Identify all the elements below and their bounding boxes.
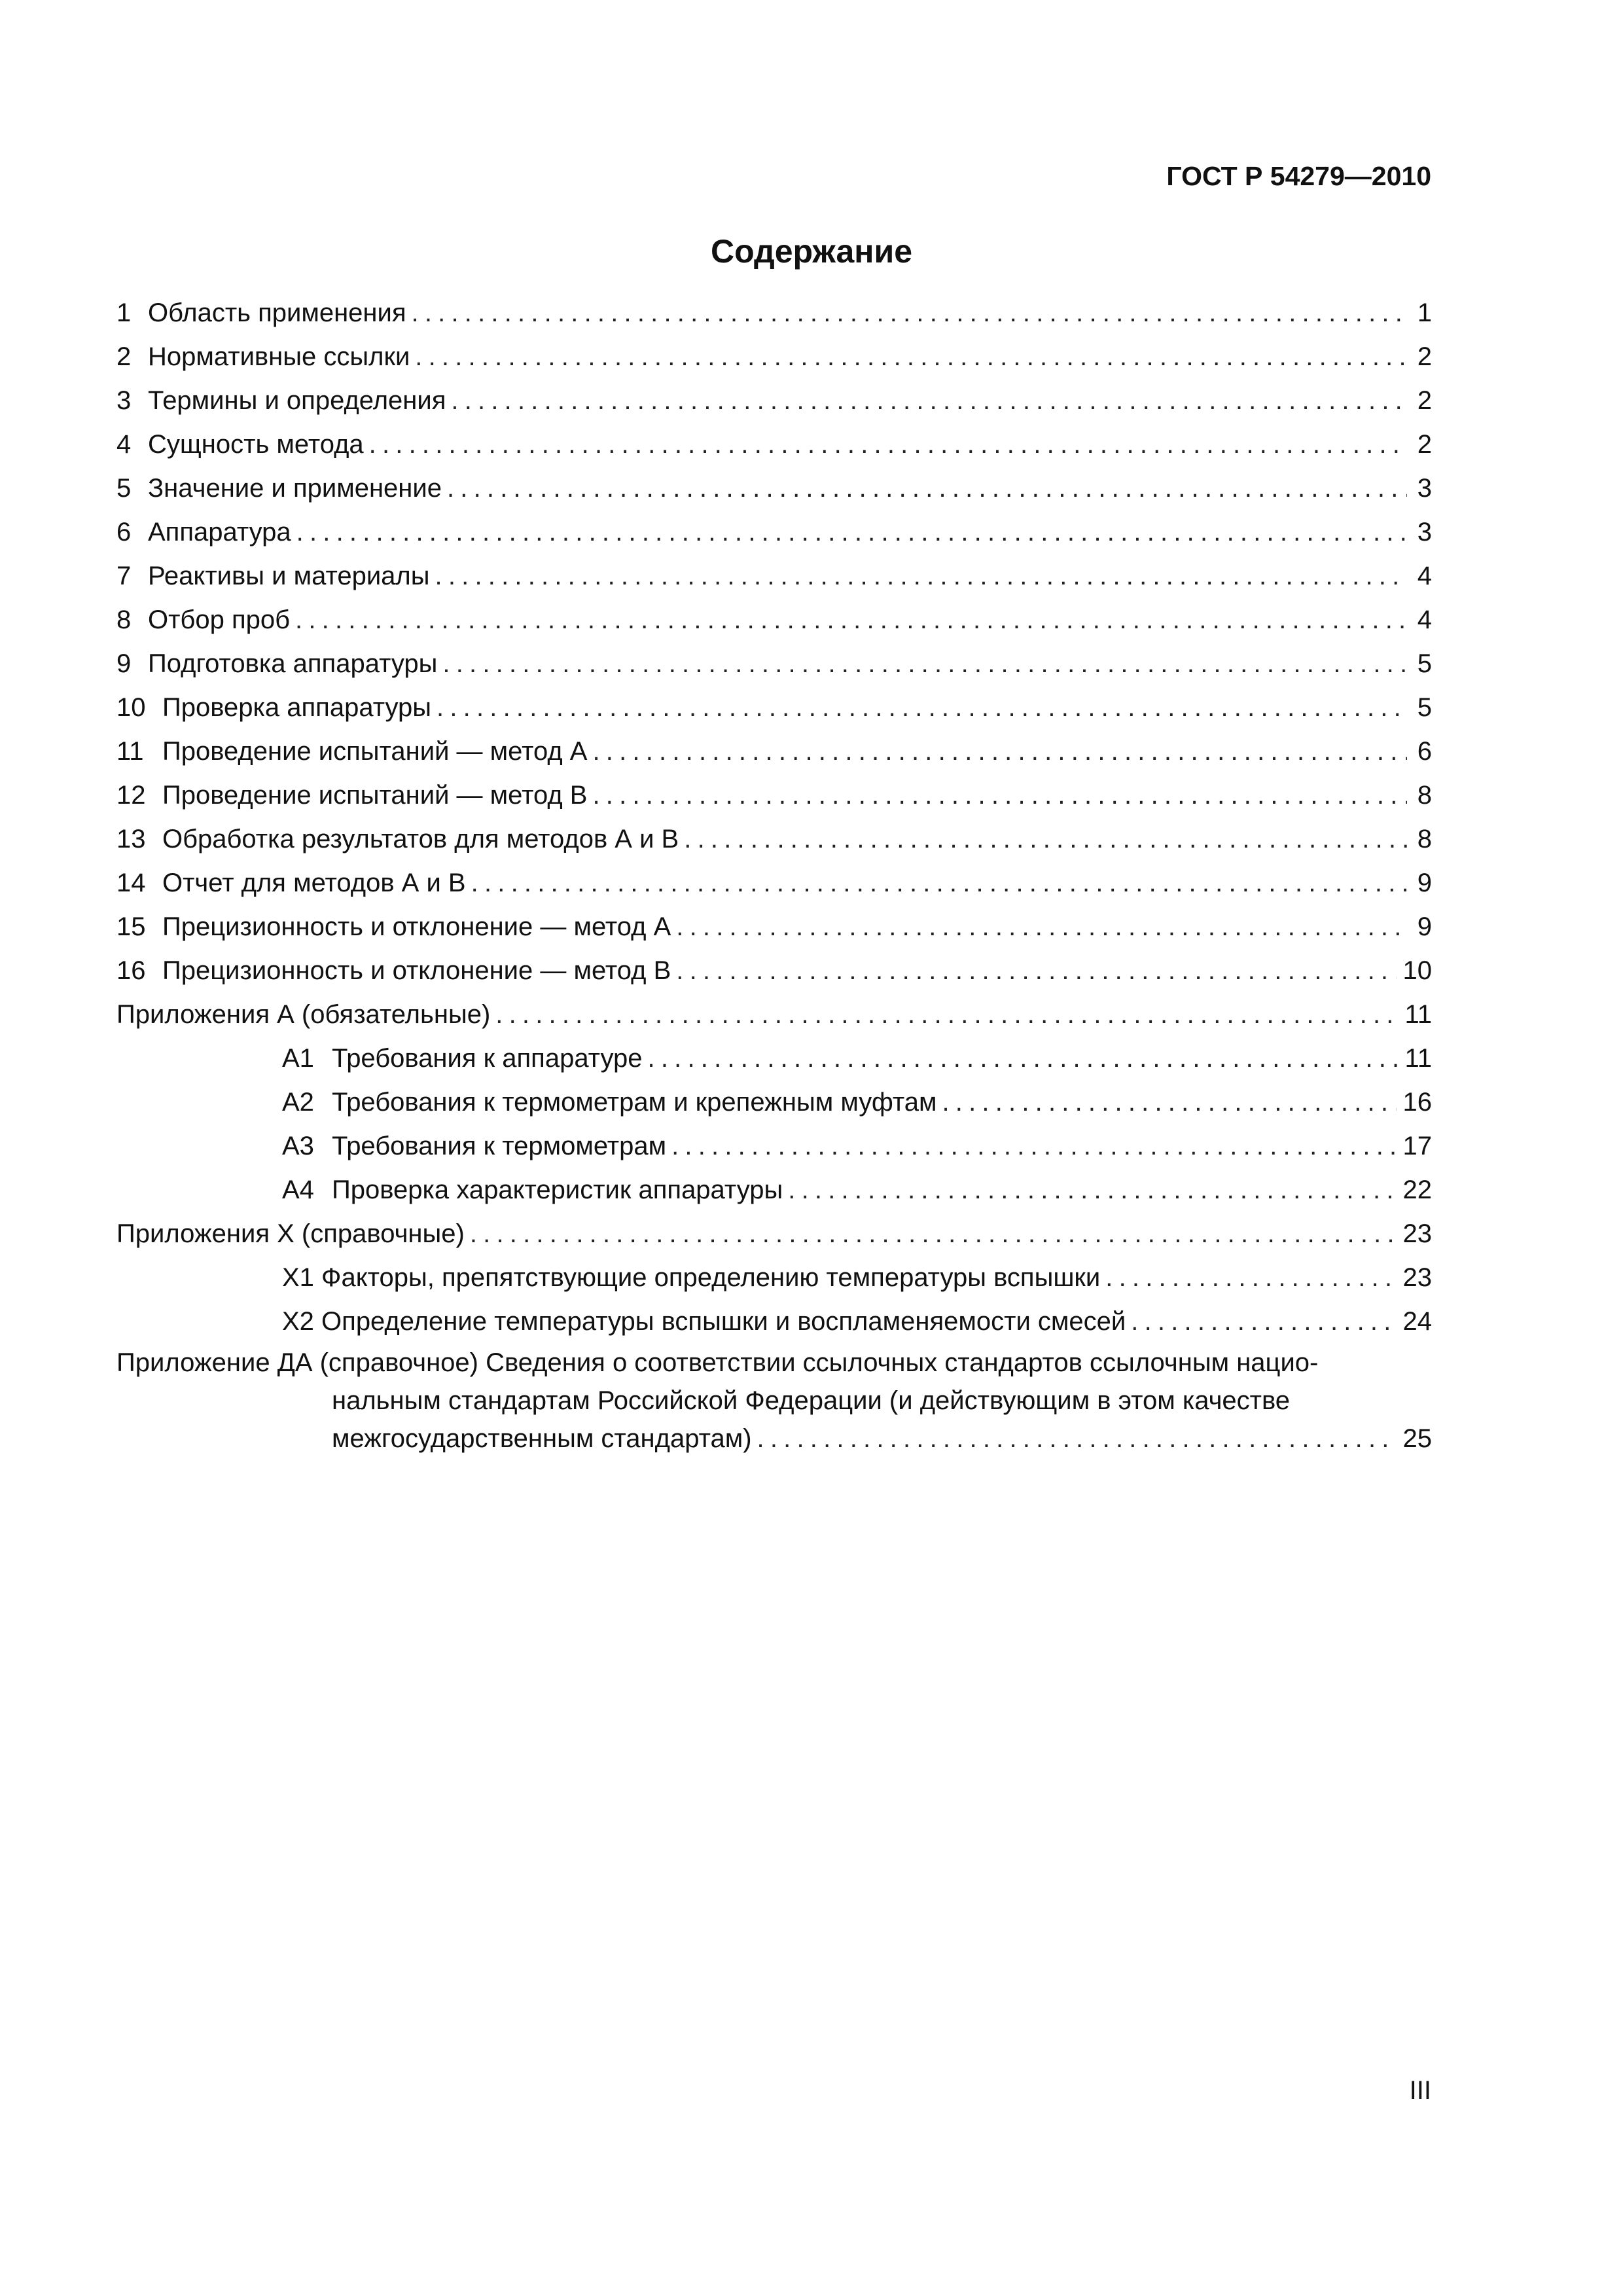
toc-item-page: 8 bbox=[1417, 781, 1432, 810]
toc-item-page: 11 bbox=[1404, 1044, 1432, 1073]
toc-item-page: 9 bbox=[1417, 912, 1432, 941]
toc-item-label: Термины и определения bbox=[148, 386, 446, 415]
toc-item-label: Отчет для методов А и В bbox=[162, 869, 466, 897]
toc-item-number: 5 bbox=[116, 474, 132, 503]
dot-leader bbox=[451, 379, 1407, 423]
toc-item-page: 17 bbox=[1402, 1132, 1432, 1160]
toc-appendix-label-end: межгосударственным стандартам) bbox=[332, 1424, 752, 1453]
toc-item-label: Проведение испытаний — метод В bbox=[162, 781, 588, 810]
toc-item[interactable] bbox=[116, 598, 1432, 642]
dot-leader bbox=[942, 1081, 1396, 1124]
toc-subitem[interactable] bbox=[116, 1300, 1432, 1344]
toc-item[interactable] bbox=[116, 774, 1432, 817]
dot-leader bbox=[788, 1168, 1396, 1212]
toc-item-page: 16 bbox=[1402, 1088, 1432, 1117]
toc-subitem[interactable] bbox=[116, 1081, 1432, 1124]
toc-item-page: 2 bbox=[1417, 386, 1432, 415]
toc-item[interactable] bbox=[116, 511, 1432, 554]
toc-item-number: А4 bbox=[282, 1175, 314, 1204]
toc-item-label: Нормативные ссылки bbox=[148, 342, 410, 371]
toc-appendix-label-continued: нальным стандартам Российской Федерации (и действующим в этом качестве bbox=[332, 1386, 1291, 1415]
toc-item-label: Проверка аппаратуры bbox=[162, 693, 432, 722]
toc-item-page: 22 bbox=[1402, 1175, 1432, 1204]
toc-item[interactable] bbox=[116, 861, 1432, 905]
toc-item-page: 5 bbox=[1417, 693, 1432, 722]
toc-item-number: 15 bbox=[116, 912, 146, 941]
toc-item-label: Прецизионность и отклонение — метод В bbox=[162, 956, 671, 985]
dot-leader bbox=[676, 905, 1407, 949]
toc-item-number: 4 bbox=[116, 430, 132, 459]
toc-item[interactable] bbox=[116, 686, 1432, 730]
dot-leader bbox=[676, 949, 1396, 993]
toc-item-page: 6 bbox=[1417, 737, 1432, 766]
dot-leader bbox=[757, 1420, 1397, 1458]
toc-item-label: Проведение испытаний — метод А bbox=[162, 737, 588, 766]
toc-item-page: 4 bbox=[1417, 605, 1432, 634]
table-of-contents bbox=[116, 291, 1432, 1458]
page-title: Содержание bbox=[710, 233, 913, 270]
toc-appendix-da[interactable] bbox=[116, 1344, 1432, 1458]
toc-item-page: 25 bbox=[1402, 1424, 1432, 1453]
page-number: III bbox=[1409, 2076, 1431, 2105]
toc-item-number: 14 bbox=[116, 869, 146, 897]
toc-item-number: 8 bbox=[116, 605, 132, 634]
dot-leader bbox=[1105, 1256, 1396, 1300]
toc-item-page: 2 bbox=[1417, 342, 1432, 371]
toc-item-number: 2 bbox=[116, 342, 132, 371]
toc-appendix-label: Приложения А (обязательные) bbox=[116, 1000, 491, 1029]
dot-leader bbox=[592, 774, 1407, 817]
dot-leader bbox=[435, 554, 1407, 598]
toc-item-label: Значение и применение bbox=[148, 474, 442, 503]
toc-item-page: 11 bbox=[1404, 1000, 1432, 1029]
dot-leader bbox=[648, 1037, 1399, 1081]
toc-item-number: 7 bbox=[116, 562, 132, 590]
toc-item-label: Требования к термометрам bbox=[332, 1132, 667, 1160]
toc-subitem[interactable] bbox=[116, 1124, 1432, 1168]
toc-item-number: 9 bbox=[116, 649, 132, 678]
toc-item-page: 3 bbox=[1417, 474, 1432, 503]
toc-item-label: Реактивы и материалы bbox=[148, 562, 430, 590]
toc-item[interactable] bbox=[116, 905, 1432, 949]
toc-subitem[interactable] bbox=[116, 1037, 1432, 1081]
toc-item-number: 10 bbox=[116, 693, 146, 722]
toc-item-page: 9 bbox=[1417, 869, 1432, 897]
dot-leader bbox=[369, 423, 1407, 467]
document-code: ГОСТ Р 54279—2010 bbox=[1166, 161, 1431, 191]
dot-leader bbox=[295, 598, 1407, 642]
toc-item-number: 16 bbox=[116, 956, 146, 985]
toc-item-number: 6 bbox=[116, 518, 132, 547]
toc-item-label: X1 Факторы, препятствующие определению температуры вспышки bbox=[282, 1263, 1101, 1292]
toc-appendix-last-line bbox=[116, 1420, 1432, 1458]
dot-leader bbox=[447, 467, 1407, 511]
toc-item[interactable] bbox=[116, 379, 1432, 423]
toc-item-number: 1 bbox=[116, 298, 132, 327]
toc-item-label: X2 Определение температуры вспышки и воспламеняемости смесей bbox=[282, 1307, 1126, 1336]
toc-item[interactable] bbox=[116, 423, 1432, 467]
toc-item-number: А2 bbox=[282, 1088, 314, 1117]
toc-item[interactable] bbox=[116, 335, 1432, 379]
toc-item-number: А1 bbox=[282, 1044, 314, 1073]
toc-item-number: 12 bbox=[116, 781, 146, 810]
dot-leader bbox=[470, 1212, 1397, 1256]
dot-leader bbox=[471, 861, 1407, 905]
toc-item-page: 10 bbox=[1402, 956, 1432, 985]
toc-item-label: Сущность метода bbox=[148, 430, 364, 459]
dot-leader bbox=[671, 1124, 1396, 1168]
toc-item[interactable] bbox=[116, 554, 1432, 598]
dot-leader bbox=[415, 335, 1407, 379]
toc-item-label: Прецизионность и отклонение — метод А bbox=[162, 912, 671, 941]
toc-item-number: 13 bbox=[116, 825, 146, 853]
toc-item-label: Подготовка аппаратуры bbox=[148, 649, 438, 678]
toc-appendix-x[interactable] bbox=[116, 1212, 1432, 1256]
toc-item[interactable] bbox=[116, 467, 1432, 511]
toc-appendix-label: Приложение ДА (справочное) Сведения о соответствии ссылочных стандартов ссылочным нацио- bbox=[116, 1348, 1319, 1377]
toc-item-number: А3 bbox=[282, 1132, 314, 1160]
toc-item-page: 2 bbox=[1417, 430, 1432, 459]
toc-item[interactable] bbox=[116, 291, 1432, 335]
toc-appendix-label: Приложения X (справочные) bbox=[116, 1219, 465, 1248]
toc-item[interactable] bbox=[116, 730, 1432, 774]
toc-item[interactable] bbox=[116, 642, 1432, 686]
toc-item-page: 23 bbox=[1402, 1263, 1432, 1292]
toc-item-label: Отбор проб bbox=[148, 605, 291, 634]
toc-item-number: 11 bbox=[116, 737, 144, 766]
toc-item-page: 5 bbox=[1417, 649, 1432, 678]
dot-leader bbox=[442, 642, 1407, 686]
toc-item-page: 3 bbox=[1417, 518, 1432, 547]
toc-subitem[interactable] bbox=[116, 1256, 1432, 1300]
toc-item-label: Аппаратура bbox=[148, 518, 291, 547]
toc-item-label: Проверка характеристик аппаратуры bbox=[332, 1175, 783, 1204]
toc-item-label: Требования к термометрам и крепежным муфтам bbox=[332, 1088, 937, 1117]
dot-leader bbox=[1131, 1300, 1396, 1344]
toc-subitem[interactable] bbox=[116, 1168, 1432, 1212]
toc-item-label: Обработка результатов для методов А и В bbox=[162, 825, 679, 853]
toc-item[interactable] bbox=[116, 949, 1432, 993]
dot-leader bbox=[495, 993, 1398, 1037]
dot-leader bbox=[592, 730, 1407, 774]
toc-item-number: 3 bbox=[116, 386, 132, 415]
dot-leader bbox=[296, 511, 1407, 554]
toc-item-page: 4 bbox=[1417, 562, 1432, 590]
toc-item-page: 24 bbox=[1402, 1307, 1432, 1336]
toc-item-label: Область применения bbox=[148, 298, 406, 327]
toc-item-label: Требования к аппаратуре bbox=[332, 1044, 643, 1073]
toc-appendix-a[interactable] bbox=[116, 993, 1432, 1037]
toc-item[interactable] bbox=[116, 817, 1432, 861]
toc-item-page: 23 bbox=[1402, 1219, 1432, 1248]
toc-item-page: 1 bbox=[1417, 298, 1432, 327]
dot-leader bbox=[437, 686, 1407, 730]
toc-item-page: 8 bbox=[1417, 825, 1432, 853]
dot-leader bbox=[412, 291, 1407, 335]
dot-leader bbox=[684, 817, 1407, 861]
